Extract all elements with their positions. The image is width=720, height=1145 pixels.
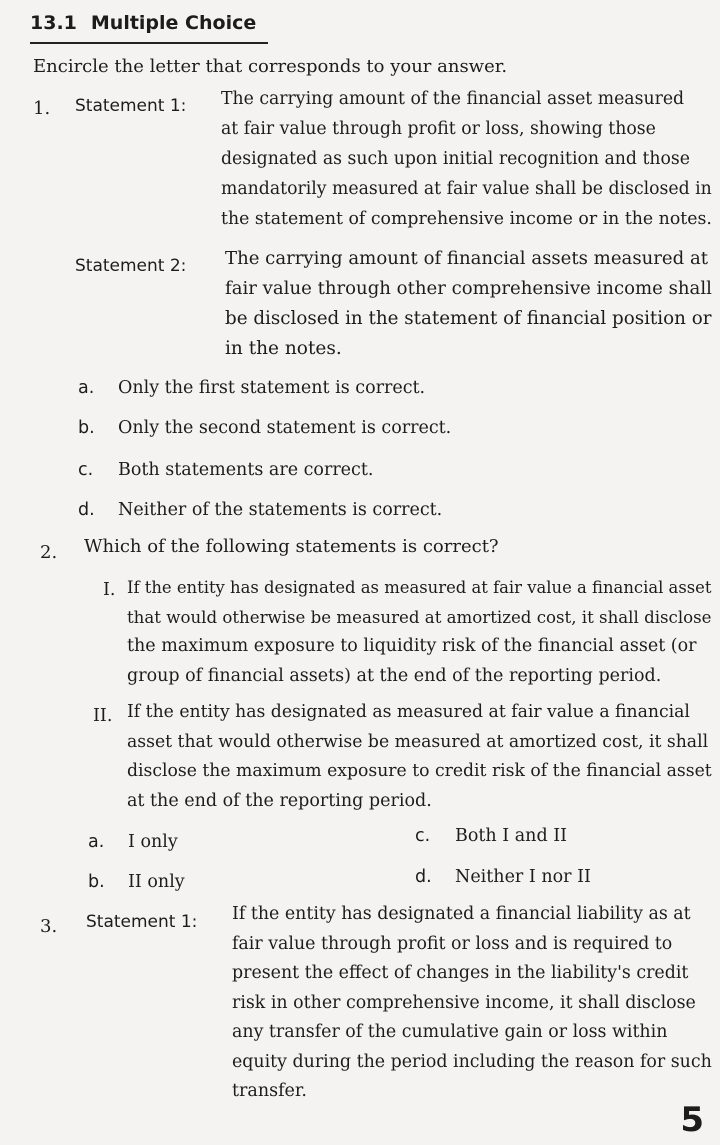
option-text: Neither I nor II xyxy=(455,867,591,887)
q1-statement-1-text xyxy=(221,84,712,234)
text-line: designated as such upon initial recognition and those xyxy=(221,149,690,169)
option-text: Both I and II xyxy=(455,826,568,846)
text-line: group of financial assets) at the end of the reporting period. xyxy=(127,665,662,686)
q1-option-c[interactable] xyxy=(78,460,373,480)
q2-item-1-text xyxy=(127,573,712,691)
question-1-number: 1. xyxy=(33,98,51,119)
text-line: in the notes. xyxy=(225,338,342,359)
q2-item-1-number: I. xyxy=(103,580,116,600)
option-text: I only xyxy=(128,832,178,852)
section-title: Multiple Choice xyxy=(90,12,257,34)
text-line: asset that would otherwise be measured at amortized cost, it shall xyxy=(127,731,709,752)
text-line: If the entity has designated as measured at fair value a financial asset xyxy=(127,578,712,597)
q2-option-a[interactable] xyxy=(88,832,178,852)
text-line: The carrying amount of financial assets measured at xyxy=(225,248,709,269)
text-line: be disclosed in the statement of financial position or xyxy=(225,308,712,329)
text-line: fair value through other comprehensive income shall xyxy=(225,278,712,299)
instruction-text: Encircle the letter that corresponds to your answer. xyxy=(33,56,508,77)
text-line: risk in other comprehensive income, it shall disclose xyxy=(232,992,696,1013)
q2-item-2-text xyxy=(127,698,712,816)
q3-statement-1-label: Statement 1: xyxy=(86,912,198,932)
option-text: Only the second statement is correct. xyxy=(118,418,452,438)
question-2-number: 2. xyxy=(40,542,58,563)
text-line: present the effect of changes in the liability's credit xyxy=(232,963,689,983)
heading-underline xyxy=(30,42,268,44)
text-line: transfer. xyxy=(232,1081,307,1101)
q2-option-d[interactable] xyxy=(415,867,591,887)
text-line: that would otherwise be measured at amortized cost, it shall disclose xyxy=(127,607,712,627)
q3-statement-1-text xyxy=(232,900,712,1107)
q1-option-d[interactable] xyxy=(78,500,442,520)
text-line: the maximum exposure to liquidity risk of the financial asset (or xyxy=(127,636,697,656)
q2-option-c[interactable] xyxy=(415,826,567,846)
q1-option-b[interactable] xyxy=(78,418,451,438)
text-line: If the entity has designated a financial liability as at xyxy=(232,904,691,924)
page-number: 5 xyxy=(680,1100,704,1140)
text-line: at fair value through profit or loss, showing those xyxy=(221,119,656,139)
q1-statement-2-text xyxy=(225,244,712,364)
question-2-stem: Which of the following statements is correct? xyxy=(84,536,499,557)
q1-statement-2-label: Statement 2: xyxy=(75,256,187,276)
text-line: the statement of comprehensive income or in the notes. xyxy=(221,209,712,229)
option-letter: a. xyxy=(78,378,95,398)
option-letter: c. xyxy=(78,460,94,480)
text-line: at the end of the reporting period. xyxy=(127,790,432,811)
option-letter: a. xyxy=(88,832,105,852)
text-line: disclose the maximum exposure to credit risk of the financial asset xyxy=(127,761,712,781)
option-text: Only the first statement is correct. xyxy=(118,378,426,398)
text-line: If the entity has designated as measured at fair value a financial xyxy=(127,702,690,722)
option-letter: c. xyxy=(415,826,431,846)
text-line: equity during the period including the reason for such xyxy=(232,1051,712,1072)
text-line: fair value through profit or loss and is required to xyxy=(232,933,673,954)
option-letter: b. xyxy=(88,872,105,892)
text-line: any transfer of the cumulative gain or loss within xyxy=(232,1022,668,1042)
option-letter: d. xyxy=(415,867,432,887)
option-text: Both statements are correct. xyxy=(118,460,374,480)
option-letter: b. xyxy=(78,418,95,438)
section-number: 13.1 xyxy=(30,12,77,34)
option-text: II only xyxy=(128,872,185,892)
q2-item-2-number: II. xyxy=(93,706,113,726)
option-letter: d. xyxy=(78,500,95,520)
text-line: mandatorily measured at fair value shall be disclosed in xyxy=(221,179,712,199)
question-3-number: 3. xyxy=(40,916,58,937)
section-heading xyxy=(30,12,256,34)
q1-option-a[interactable] xyxy=(78,378,425,398)
option-text: Neither of the statements is correct. xyxy=(118,500,443,520)
q1-statement-1-label: Statement 1: xyxy=(75,96,187,116)
q2-option-b[interactable] xyxy=(88,872,185,892)
text-line: The carrying amount of the financial asset measured xyxy=(221,89,685,109)
